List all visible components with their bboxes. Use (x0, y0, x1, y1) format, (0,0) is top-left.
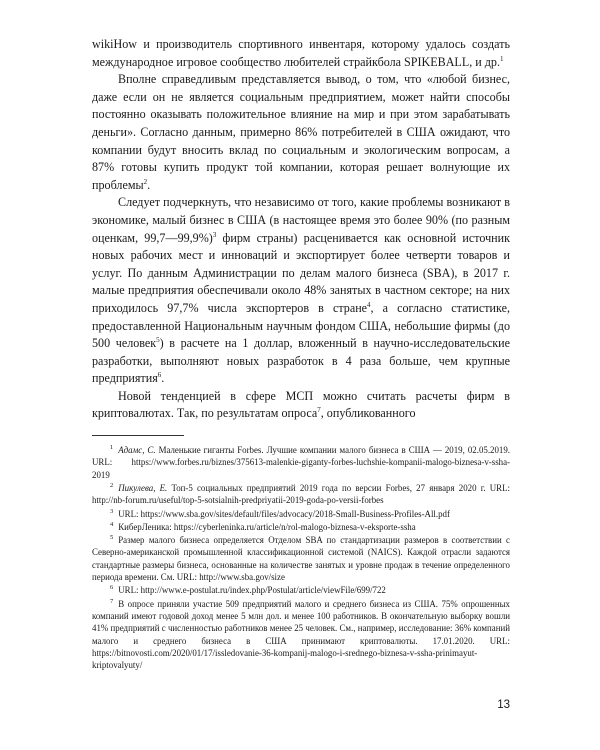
footnote-text: КиберЛеника: https://cyberleninka.ru/article/n/rol-malogo-biznesa-v-eksporte-ssha (118, 521, 416, 532)
footnote-number: 1 (110, 444, 114, 452)
footnote-author: Адамс, С. (118, 445, 156, 456)
footnote-text: Топ-5 социальных предприятий 2019 года по версии Forbes, 27 января 2020 г. URL: http://nb-forum.ru/useful/top-5-sotsialnih-predpriyatii-2019-goda-po-versii-forbes (92, 482, 510, 506)
footnote-author: Пикулева, Е. (118, 482, 168, 493)
footnote-number: 3 (110, 507, 114, 515)
footnote-text: URL: https://www.sba.gov/sites/default/files/advocacy/2018-Small-Business-Profiles-All.pdf (118, 508, 450, 519)
footnote-6 (92, 584, 510, 596)
footnote-ref-7[interactable]: 7 (317, 406, 321, 415)
footnote-text: URL: http://www.e-postulat.ru/index.php/Postulat/article/viewFile/699/722 (118, 585, 386, 596)
paragraph-2: Вполне справедливым представляется вывод, о том, что «любой бизнес, даже если он не является социальным предприятием, может найти способы постоянно оказывать положительное влияние на мир и при этом зарабатывать деньги». Согласно данным, примерно 86% потребителей в США ожидают, что компании будут вносить вклад по социальным и экологическим вопросам, а 87% готовы купить продукт той компании, которая решает волнующие их проблемы$^2$. (92, 72, 510, 192)
footnote-number: 5 (110, 534, 114, 542)
footnote-ref-3[interactable]: 3 (212, 230, 217, 239)
footnote-7 (92, 598, 510, 672)
footnote-text: Маленькие гиганты Forbes. Лучшие компании малого бизнеса в США — 2019, 02.05.2019. URL: https://www.forbes.ru/biznes/375613-malenkie-giganty-forbes-luchshie-kompanii-malogo-biznesa-v-ssha-2019 (92, 445, 511, 480)
footnote-ref-4[interactable]: 4 (367, 300, 371, 309)
footnote-number: 4 (110, 520, 114, 528)
paragraph-4: Новой тенденцией в сфере МСП можно считать расчеты фирм в криптовалютах. Так, по результатам опроса$^7$, опубликованного (92, 388, 510, 421)
footnote-ref-1[interactable]: 1 (499, 54, 504, 63)
footnote-3 (92, 508, 510, 520)
footnote-number: 2 (110, 481, 114, 489)
footnote-text: В опросе приняли участие 509 предприятий малого и среднего бизнеса из США. 75% опрошенных компаний имеют годовой доход менее 5 млн дол. и менее 100 работников. В окончательную выборку вошли 41% предприятий с численностью работников менее 25 человек. См., например, исследование: 36% компаний малого и среднего бизнеса в США принимают криптовалюты. 17.01.2020. URL: https://bitnovosti.com/2020/01/17/issledovanie-36-kompanij-malogo-i-srednego-biznesa-v-ssha-prinimayut-kriptovalyuty/ (92, 598, 510, 671)
footnote-5 (92, 534, 510, 583)
footnote-ref-6[interactable]: 6 (157, 371, 162, 380)
footnote-ref-5[interactable]: 5 (156, 336, 160, 345)
paragraph-1: wikiHow и производитель спортивного инвентаря, которому удалось создать международное игровое сообщество любителей страйкбола SPIKEBALL, и др.$^1$ (92, 37, 510, 69)
footnote-1 (92, 444, 510, 481)
page-number: 13 (497, 699, 510, 711)
footnote-divider (92, 435, 184, 436)
footnote-ref-2[interactable]: 2 (143, 177, 148, 186)
footnote-number: 7 (110, 597, 114, 605)
paragraph-3: Следует подчеркнуть, что независимо от того, какие проблемы возникают в экономике, малый бизнес в США (в настоящее время это более 90% (по разным оценкам, 99,7—99,9%)$^3$ фирм страны) расценивается как основной источник новых рабочих мест и инноваций и экспортирует более четверти товаров и услуг. По данным Администрации по делам малого бизнеса (SBA), в 2017 г. малые предприятия обеспечивали около 48% занятых в частном секторе; на них приходилось 97,7% числа экспортеров в стране$^4$, а согласно статистике, предоставленной Национальным научным фондом США, небольшие фирмы (до 500 человек$^5$) в расчете на 1 доллар, вложенный в научно-исследовательские разработки, выполняют новых разработок в 4 раза больше, чем крупные предприятия$^6$. (92, 195, 510, 386)
footnotes (92, 444, 510, 671)
footnote-2 (92, 482, 510, 507)
footnote-4 (92, 521, 510, 533)
body-text (92, 36, 510, 423)
footnote-text: Размер малого бизнеса определяется Отделом SBA по стандартизации размеров в соответствии с Северно-американской промышленной классификационной системой (NAICS). Каждой отрасли задаются стандартные размеры бизнеса, основанные на количестве занятых и уровне продаж в течение определенного периода времени. См. URL: http://www.sba.gov/size (92, 535, 510, 583)
footnote-number: 6 (110, 584, 114, 592)
